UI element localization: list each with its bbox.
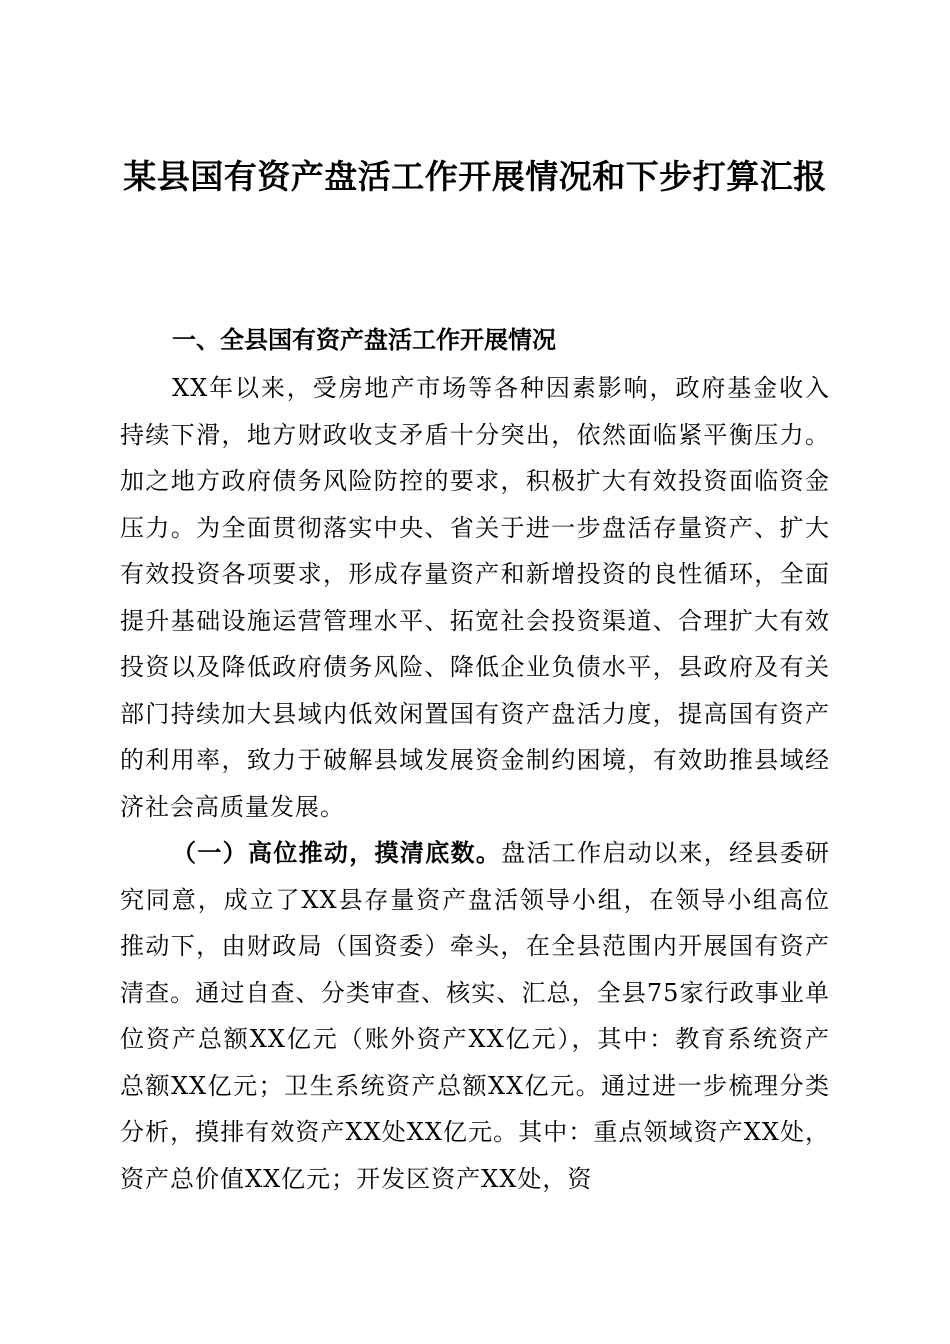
subsection-paragraph [120, 830, 830, 1202]
intro-paragraph: XX年以来，受房地产市场等各种因素影响，政府基金收入持续下滑，地方财政收支矛盾十分突出，依然面临紧平衡压力。加之地方政府债务风险防控的要求，积极扩大有效投资面临资金压力。为全面贯彻落实中央、省关于进一步盘活存量资产、扩大有效投资各项要求，形成存量资产和新增投资的良性循环，全面提升基础设施运营管理水平、拓宽社会投资渠道、合理扩大有效投资以及降低政府债务风险、降低企业负债水平，县政府及有关部门持续加大县域内低效闲置国有资产盘活力度，提高国有资产的利用率，致力于破解县域发展资金制约困境，有效助推县域经济社会高质量发展。 [120, 374, 830, 821]
subsection-body: 盘活工作启动以来，经县委研究同意，成立了XX县存量资产盘活领导小组，在领导小组高位推动下，由财政局（国资委）牵头，在全县范围内开展国有资产清查。通过自查、分类审查、核实、汇总，全县75家行政事业单位资产总额XX亿元（账外资产XX亿元），其中：教育系统资产总额XX亿元；卫生系统资产总额XX亿元。通过进一步梳理分类分析，摸排有效资产XX处XX亿元。其中：重点领域资产XX处，资产总价值XX亿元；开发区资产XX处，资 [120, 839, 831, 1193]
document-title: 某县国有资产盘活工作开展情况和下步打算汇报 [123, 157, 827, 196]
subsection-lead: （一）高位推动，摸清底数。 [172, 839, 502, 867]
document-body [120, 315, 830, 1202]
section-heading: 一、全县国有资产盘活工作开展情况 [172, 326, 556, 354]
